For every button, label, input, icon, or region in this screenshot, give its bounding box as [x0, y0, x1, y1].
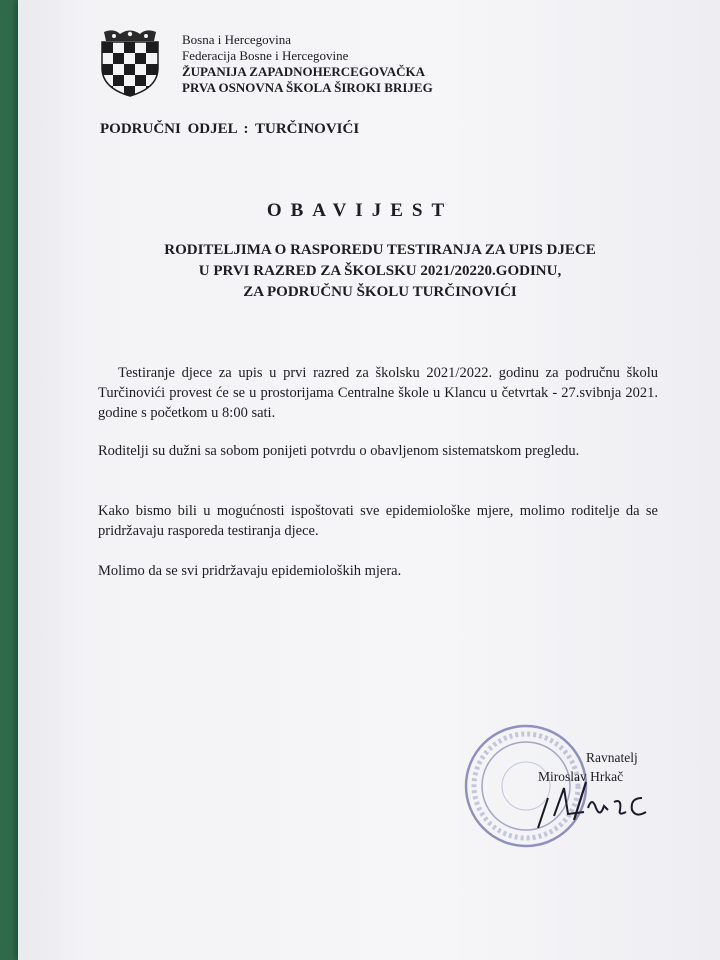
- paragraph-medical-certificate: Roditelji su dužni sa sobom ponijeti potvrdu o obavljenom sistematskom pregledu.: [98, 442, 580, 459]
- signature-name: Miroslav Hrkač: [538, 769, 624, 784]
- paragraph-epidemiological-measures: Kako bismo bili u mogućnosti ispoštovati sve epidemiološke mjere, molimo roditelje da se pridržavaju rasporeda testiranja djece.: [98, 502, 658, 539]
- document-title: OBAVIJEST: [266, 200, 454, 221]
- header-school: PRVA OSNOVNA ŠKOLA ŠIROKI BRIJEG: [182, 80, 433, 95]
- subtitle-line-1: RODITELJIMA O RASPOREDU TESTIRANJA ZA UPIS DJECE: [164, 242, 596, 258]
- signature-role: Ravnatelj: [586, 750, 638, 765]
- paragraph-testing-info: Testiranje djece za upis u prvi razred za školsku 2021/2022. godinu za područnu školu Turčinovići provest će se u prostorijama Centralne škole u Klancu u četvrtak - 27.svibnja 2021. godine s početkom u 8:00 sati.: [98, 364, 658, 421]
- checkered-crest-icon: [94, 28, 166, 98]
- subtitle-line-2: U PRVI RAZRED ZA ŠKOLSKU 2021/20220.GODINU,: [198, 263, 562, 279]
- department-line: PODRUČNI ODJEL : TURČINOVIĆI: [100, 121, 360, 137]
- header-county: ŽUPANIJA ZAPADNOHERCEGOVAČKA: [182, 64, 426, 79]
- header-federation: Federacija Bosne i Hercegovine: [182, 48, 349, 63]
- handwritten-signature: [530, 768, 670, 840]
- subtitle-line-3: ZA PODRUČNU ŠKOLU TURČINOVIĆI: [243, 284, 517, 300]
- document-subtitle: [80, 240, 680, 303]
- header-country: Bosna i Hercegovina: [182, 32, 292, 47]
- paragraph-closing-request: Molimo da se svi pridržavaju epidemioloških mjera.: [98, 562, 402, 579]
- institution-header: [182, 32, 433, 96]
